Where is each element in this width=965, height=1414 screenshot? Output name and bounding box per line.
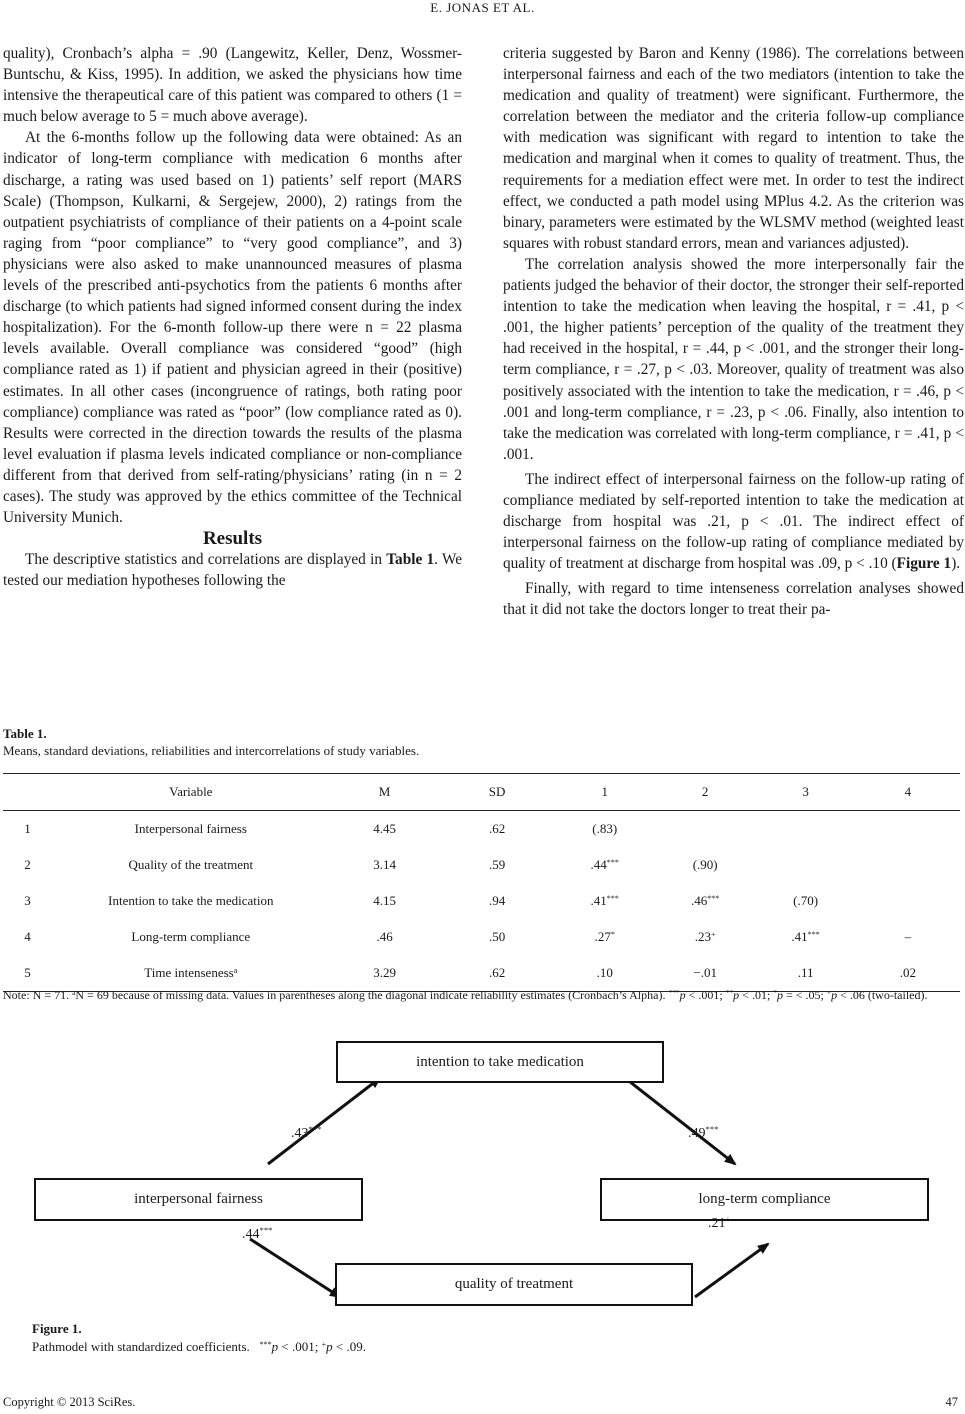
table-cell: 3 <box>24 893 31 908</box>
table-cell: 3.14 <box>373 857 396 872</box>
table-cell: .10 <box>596 965 613 980</box>
table-cell: .44*** <box>590 857 619 872</box>
table-cell: .46*** <box>690 893 720 908</box>
table-row <box>3 847 960 883</box>
paragraph: The correlation analysis showed the more interpersonally fair the patients judged the behavior of their doctor, the stronger their self-reported intention to take the medication when leaving the hospital, r = .41, p < .001, the higher patients’ perception of the quality of the treatment they had received in the hospital, r = .44, p < .001, and the stronger their long-term compliance, r = .27, p < .03. Moreover, quality of treatment was also positively associated with the intention to take the medication, r = .46, p < .001 and long-term compliance, r = .23, p < .06. Finally, also intention to take the medication was correlated with long-term compliance, r = .41, p < .001. <box>503 255 964 463</box>
intention-box: intention to take medication <box>336 1041 664 1083</box>
paragraph: Finally, with regard to time intenseness correlation analyses showed that it did not take the doctors longer to treat their pa- <box>503 580 964 619</box>
table-label: Table 1. <box>3 726 47 741</box>
paragraph: The indirect effect of interpersonal fairness on the follow-up rating of compliance mediated by self-reported intention to take the medication at discharge from hospital was .21, p < .01. The indirect effect of interpersonal fairness on the follow-up rating of compliance mediated by quality of treatment at discharge from hospital was .09, p < .10 (Figure 1). <box>503 470 964 573</box>
correlation-table <box>3 773 960 992</box>
table-cell: Quality of the treatment <box>128 857 254 872</box>
table-cell: 1 <box>24 821 31 836</box>
table-cell <box>655 811 755 848</box>
paragraph: At the 6-months follow up the following data were obtained: As an indicator of long-term compliance with medication 6 months after discharge, a rating was used based on 1) patients’ self report (MARS Scale) (Thompson, Kulkarni, & Sergejew, 2000), 2) ratings from the outpatient psychiatrists of compliance of their patients on a 4-point scale raging from “poor compliance” to “very good compliance”, and 3) physicians were also asked to make unannounced measures of plasma levels of the prescribed anti-psychotics from the patients 6 months after discharge (to which patients had signed informed consent during the index hospitalization). For the 6-month follow-up there were n = 22 plasma levels available. Overall compliance was considered “good” (high compliance rated as 1) if patient and physician agreed in their (positive) estimates. In all other cases (incongruence of ratings, both rating poor compliance) compliance was rated as “poor” (low compliance rated as 0). Results were corrected in the direction towards the results of the plasma level evaluation if plasma levels indicated compliance or non-compliance different from that derived from self-rating/physicians’ rating (in n = 2 cases). The study was approved by the ethics committee of the Technical University Munich. <box>3 129 462 527</box>
table-cell: 3.29 <box>373 965 396 980</box>
table-cell: – <box>904 929 912 944</box>
table-reference: Table 1 <box>386 551 435 569</box>
table-cell: Intention to take the medication <box>108 893 274 908</box>
table-cell: .59 <box>488 857 506 872</box>
table-cell: .50 <box>488 929 506 944</box>
coefficient-fairness-intention: .43*** <box>291 1124 322 1141</box>
column-header <box>3 774 52 811</box>
table-cell: 5 <box>24 965 31 980</box>
table-cell: .11 <box>797 965 814 980</box>
table-cell: −.01 <box>693 965 717 980</box>
table-header-row <box>3 774 960 811</box>
column-header: 1 <box>601 784 608 799</box>
coefficient-fairness-quality: .44*** <box>242 1225 273 1242</box>
table-cell: .27* <box>594 929 615 944</box>
left-column <box>3 43 462 591</box>
column-header: 4 <box>904 784 912 799</box>
table-cell: Interpersonal fairness <box>134 821 247 836</box>
copyright: Copyright © 2013 SciRes. <box>3 1395 136 1409</box>
section-heading: Results <box>202 528 263 550</box>
table-cell: Long-term compliance <box>131 929 251 944</box>
paragraph: The descriptive statistics and correlations are displayed in Table 1. We tested our mediation hypotheses following the <box>3 551 462 590</box>
table-row <box>3 919 960 955</box>
column-header: 2 <box>701 784 709 799</box>
table-cell: .41*** <box>791 929 820 944</box>
table-cell <box>755 847 855 883</box>
table-cell: .62 <box>488 821 506 836</box>
figure-caption-text: Pathmodel with standardized coefficients. ***p < .001; +p < .09. <box>32 1339 366 1354</box>
coefficient-intention-compliance: .49*** <box>688 1124 719 1141</box>
table-cell: .23+ <box>694 929 716 944</box>
table-cell: .46 <box>376 929 393 944</box>
table-cell: 4.45 <box>373 821 396 836</box>
figure-reference: Figure 1 <box>896 555 952 573</box>
column-header: Variable <box>169 784 213 799</box>
path-fairness-quality <box>250 1239 340 1297</box>
path-fairness-intention <box>268 1078 380 1164</box>
table-cell: (.90) <box>692 857 718 872</box>
table-cell: .62 <box>488 965 506 980</box>
compliance-box: long-term compliance <box>600 1178 929 1221</box>
right-column <box>503 43 964 621</box>
path-model-figure <box>0 1036 965 1316</box>
table-cell <box>856 847 960 883</box>
column-header: SD <box>488 784 506 799</box>
running-head: E. JONAS ET AL. <box>430 0 535 15</box>
column-header: M <box>378 784 391 799</box>
table-cell: .41*** <box>590 893 619 908</box>
table-cell: (.83) <box>592 821 618 836</box>
paragraph: criteria suggested by Baron and Kenny (1986). The correlations between interpersonal fairness and each of the two mediators (intention to take the medication and quality of treatment) were significant. Furthermore, the correlation between the mediator and the criteria follow-up compliance with medication was significant with regard to intention to take the medication and marginal when it comes to quality of treatment. Thus, the requirements for a mediation effect were met. In order to test the indirect effect, we conducted a path model using MPlus 4.2. As the criterion was binary, parameters were estimated by the WLSMV method (weighted least squares with robust standard errors, mean and variances adjusted). <box>503 45 964 252</box>
table-cell <box>856 811 960 848</box>
table-cell: .94 <box>488 893 506 908</box>
table-cell: 4 <box>24 929 31 944</box>
quality-box: quality of treatment <box>335 1263 693 1306</box>
table-cell: Time intenseness$^a$ <box>144 965 238 980</box>
path-intention-compliance <box>625 1078 735 1164</box>
table-cell <box>856 883 960 919</box>
table-cell: .02 <box>899 965 917 980</box>
path-quality-compliance <box>695 1244 768 1297</box>
column-header: 3 <box>802 784 809 799</box>
table-note: Note: N = 71. $^a$N = 69 because of missing data. Values in parentheses along the diagonal indicate reliability estimates (Cronbach’s Alpha). ***p < .001; **p < .01; *p = < .05; +p < .06 (two-tailed). <box>3 987 928 1002</box>
figure-caption <box>32 1320 366 1356</box>
table-caption-text: Means, standard deviations, reliabilities and intercorrelations of study variables. <box>3 743 420 758</box>
page-number: 47 <box>945 1395 958 1409</box>
table-cell: 2 <box>24 857 31 872</box>
table-cell: 4.15 <box>373 893 396 908</box>
figure-label: Figure 1. <box>32 1321 82 1336</box>
table-row <box>3 811 960 848</box>
coefficient-quality-compliance: .21+ <box>708 1214 731 1231</box>
table-row <box>3 883 960 919</box>
table-cell <box>755 811 855 848</box>
fairness-box: interpersonal fairness <box>34 1178 363 1221</box>
table-cell: (.70) <box>793 893 819 908</box>
paragraph: quality), Cronbach’s alpha = .90 (Langewitz, Keller, Denz, Wossmer-Buntschu, & Kiss, 1995). In addition, we asked the physicians how time intensive the therapeutical care of this patient was compared to others (1 = much below average to 5 = much above average). <box>3 45 462 126</box>
table-caption <box>3 725 419 759</box>
